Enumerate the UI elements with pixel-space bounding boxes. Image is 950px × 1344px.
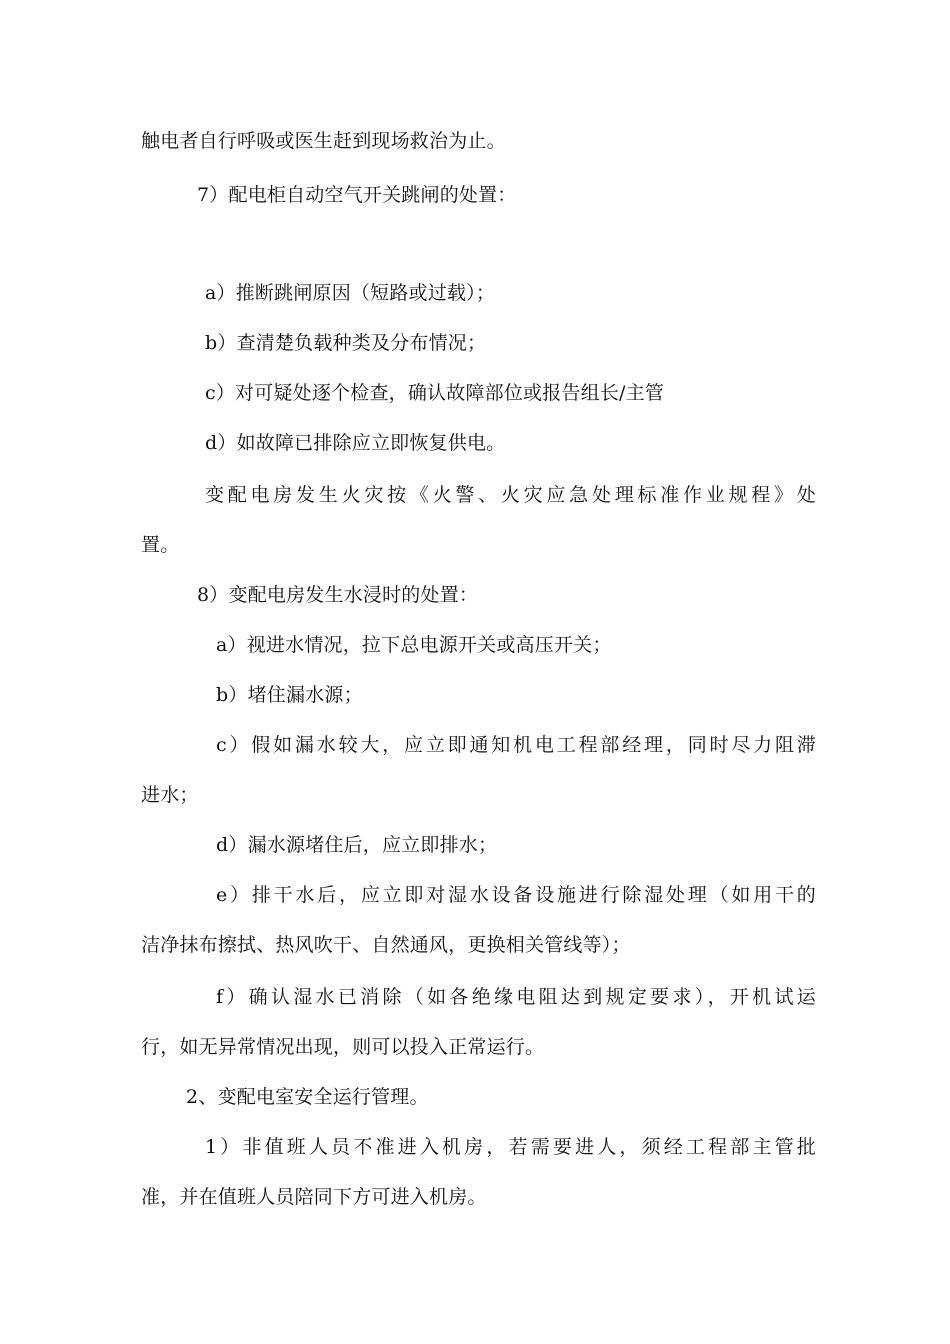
- section-heading-7: 7）配电柜自动空气开关跳闸的处置：: [197, 184, 517, 206]
- paragraph-line: 进水；: [141, 784, 199, 806]
- list-item-1: 1）非值班人员不准进入机房，若需要进人，须经工程部主管批: [205, 1136, 816, 1158]
- list-item-f: f）确认湿水已消除（如各绝缘电阻达到规定要求），开机试运: [216, 986, 816, 1008]
- paragraph-line: 变配电房发生火灾按《火警、火灾应急处理标准作业规程》处: [205, 484, 816, 506]
- list-item-c: c）对可疑处逐个检查，确认故障部位或报告组长/主管: [205, 382, 665, 404]
- paragraph-line: 准，并在值班人员陪同下方可进入机房。: [141, 1186, 487, 1208]
- list-item-b: b）堵住漏水源；: [216, 684, 363, 706]
- list-item-a: a）视进水情况，拉下总电源开关或高压开关；: [216, 634, 612, 656]
- paragraph-line: 置。: [141, 534, 180, 556]
- paragraph-line: 行，如无异常情况出现，则可以投入正常运行。: [141, 1036, 545, 1058]
- section-heading-8: 8）变配电房发生水浸时的处置：: [197, 584, 479, 606]
- section-heading-2: 2、变配电室安全运行管理。: [186, 1086, 429, 1108]
- list-item-d: d）漏水源堵住后，应立即排水；: [216, 834, 498, 856]
- paragraph-line: 触电者自行呼吸或医生赶到现场救治为止。: [141, 130, 506, 152]
- list-item-c: c）假如漏水较大，应立即通知机电工程部经理，同时尽力阻滞: [216, 734, 816, 756]
- list-item-d: d）如故障已排除应立即恢复供电。: [205, 432, 506, 454]
- list-item-e: e）排干水后，应立即对湿水设备设施进行除湿处理（如用干的: [216, 884, 816, 906]
- paragraph-line: 洁净抹布擦拭、热风吹干、自然通风，更换相关管线等）；: [141, 934, 631, 956]
- list-item-b: b）查清楚负载种类及分布情况；: [205, 332, 487, 354]
- list-item-a: a）推断跳闸原因（短路或过载）；: [205, 282, 496, 304]
